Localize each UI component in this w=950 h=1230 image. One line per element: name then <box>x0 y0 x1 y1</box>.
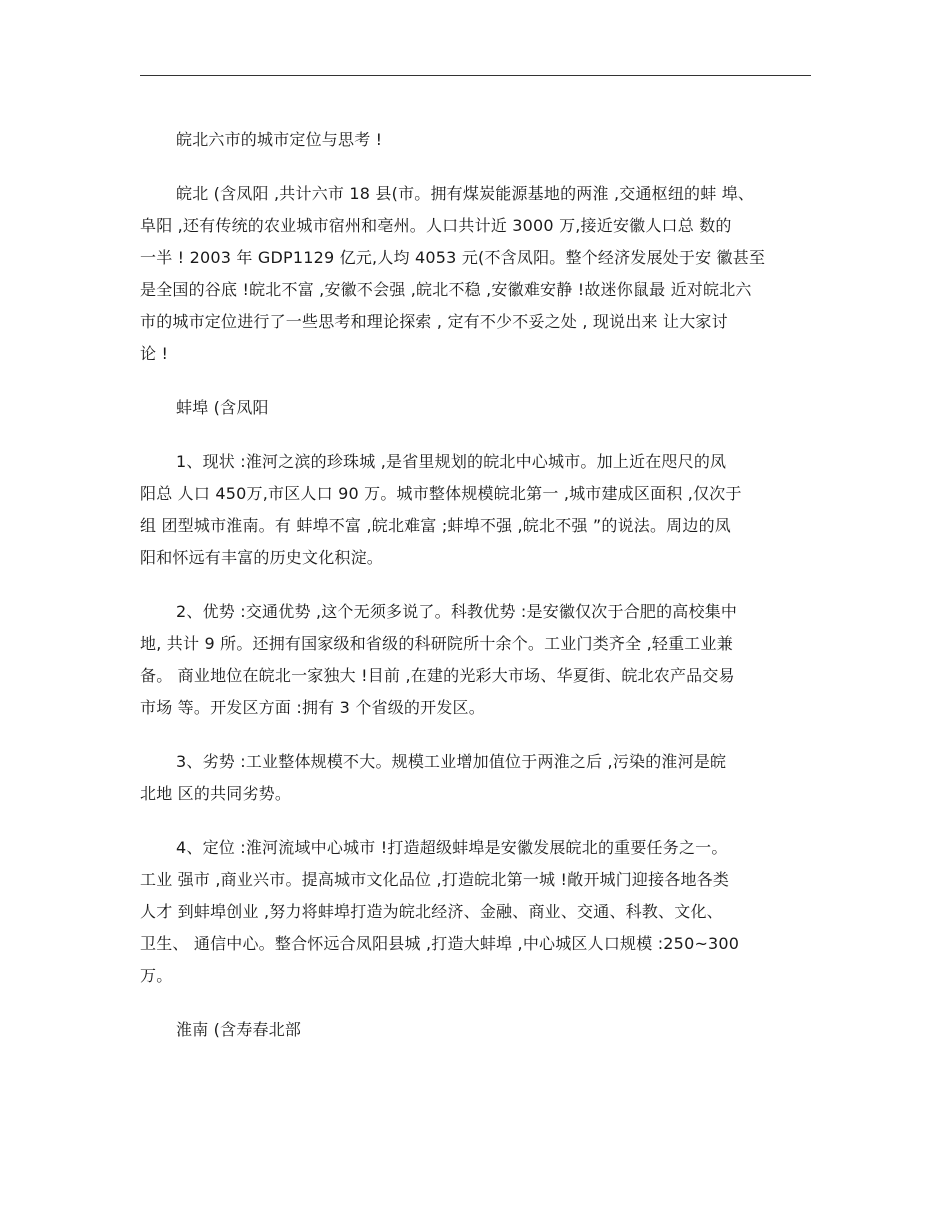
paragraph-line: 阳和怀远有丰富的历史文化积淀。 <box>140 548 384 567</box>
paragraph-line: 备。 商业地位在皖北一家独大 !目前 ,在建的光彩大市场、华夏街、皖北农产品交易 <box>140 666 735 685</box>
paragraph-line: 阳总 人口 450万,市区人口 90 万。城市整体规模皖北第一 ,城市建成区面积 ,仅次于 <box>140 484 742 503</box>
paragraph-line: 阜阳 ,还有传统的农业城市宿州和亳州。人口共计近 3000 万,接近安徽人口总 数的 <box>140 216 732 235</box>
paragraph-line: 北地 区的共同劣势。 <box>140 784 292 803</box>
paragraph-gap <box>140 156 805 178</box>
positioning-paragraph <box>140 832 805 992</box>
paragraph-line: 市场 等。开发区方面 :拥有 3 个省级的开发区。 <box>140 698 485 717</box>
section-heading-huainan: 淮南 (含寿春北部 <box>176 1020 302 1039</box>
paragraph-line: 论 ! <box>140 344 169 363</box>
paragraph-line: 卫生、 通信中心。整合怀远合凤阳县城 ,打造大蚌埠 ,中心城区人口规模 :250~300 <box>140 934 740 953</box>
document-title: 皖北六市的城市定位与思考 ! <box>176 130 383 149</box>
paragraph-line: 皖北 (含凤阳 ,共计六市 18 县(市。拥有煤炭能源基地的两淮 ,交通枢纽的蚌 埠、 <box>176 184 755 203</box>
paragraph-gap <box>140 574 805 596</box>
paragraph-line: 人才 到蚌埠创业 ,努力将蚌埠打造为皖北经济、金融、商业、交通、科教、文化、 <box>140 902 723 921</box>
paragraph-line: 2、优势 :交通优势 ,这个无须多说了。科教优势 :是安徽仅次于合肥的高校集中 <box>176 602 738 621</box>
paragraph-line: 市的城市定位进行了一些思考和理论探索 , 定有不少不妥之处 , 现说出来 让大家讨 <box>140 312 728 331</box>
paragraph-gap <box>140 810 805 832</box>
header-rule <box>140 75 811 76</box>
advantages-paragraph <box>140 596 805 724</box>
paragraph-line: 工业 强市 ,商业兴市。提高城市文化品位 ,打造皖北第一城 !敞开城门迎接各地各类 <box>140 870 730 889</box>
paragraph-line: 4、定位 :淮河流域中心城市 !打造超级蚌埠是安徽发展皖北的重要任务之一。 <box>176 838 728 857</box>
paragraph-line: 一半 ! 2003 年 GDP1129 亿元,人均 4053 元(不含凤阳。整个经济发展处于安 徽甚至 <box>140 248 766 267</box>
paragraph-gap <box>140 724 805 746</box>
document-body <box>140 124 805 1046</box>
paragraph-line: 万。 <box>140 966 173 985</box>
paragraph-gap <box>140 424 805 446</box>
section-heading-bengbu: 蚌埠 (含凤阳 <box>176 398 269 417</box>
intro-paragraph <box>140 178 805 370</box>
status-paragraph <box>140 446 805 574</box>
disadvantages-paragraph <box>140 746 805 810</box>
paragraph-line: 组 团型城市淮南。有 蚌埠不富 ,皖北难富 ;蚌埠不强 ,皖北不强 ”的说法。周边的凤 <box>140 516 731 535</box>
paragraph-gap <box>140 992 805 1014</box>
paragraph-line: 地, 共计 9 所。还拥有国家级和省级的科研院所十余个。工业门类齐全 ,轻重工业兼 <box>140 634 733 653</box>
paragraph-line: 是全国的谷底 !皖北不富 ,安徽不会强 ,皖北不稳 ,安徽难安静 !故迷你鼠最 近对皖北六 <box>140 280 752 299</box>
paragraph-line: 1、现状 :淮河之滨的珍珠城 ,是省里规划的皖北中心城市。加上近在咫尺的凤 <box>176 452 727 471</box>
paragraph-gap <box>140 370 805 392</box>
paragraph-line: 3、劣势 :工业整体规模不大。规模工业增加值位于两淮之后 ,污染的淮河是皖 <box>176 752 727 771</box>
